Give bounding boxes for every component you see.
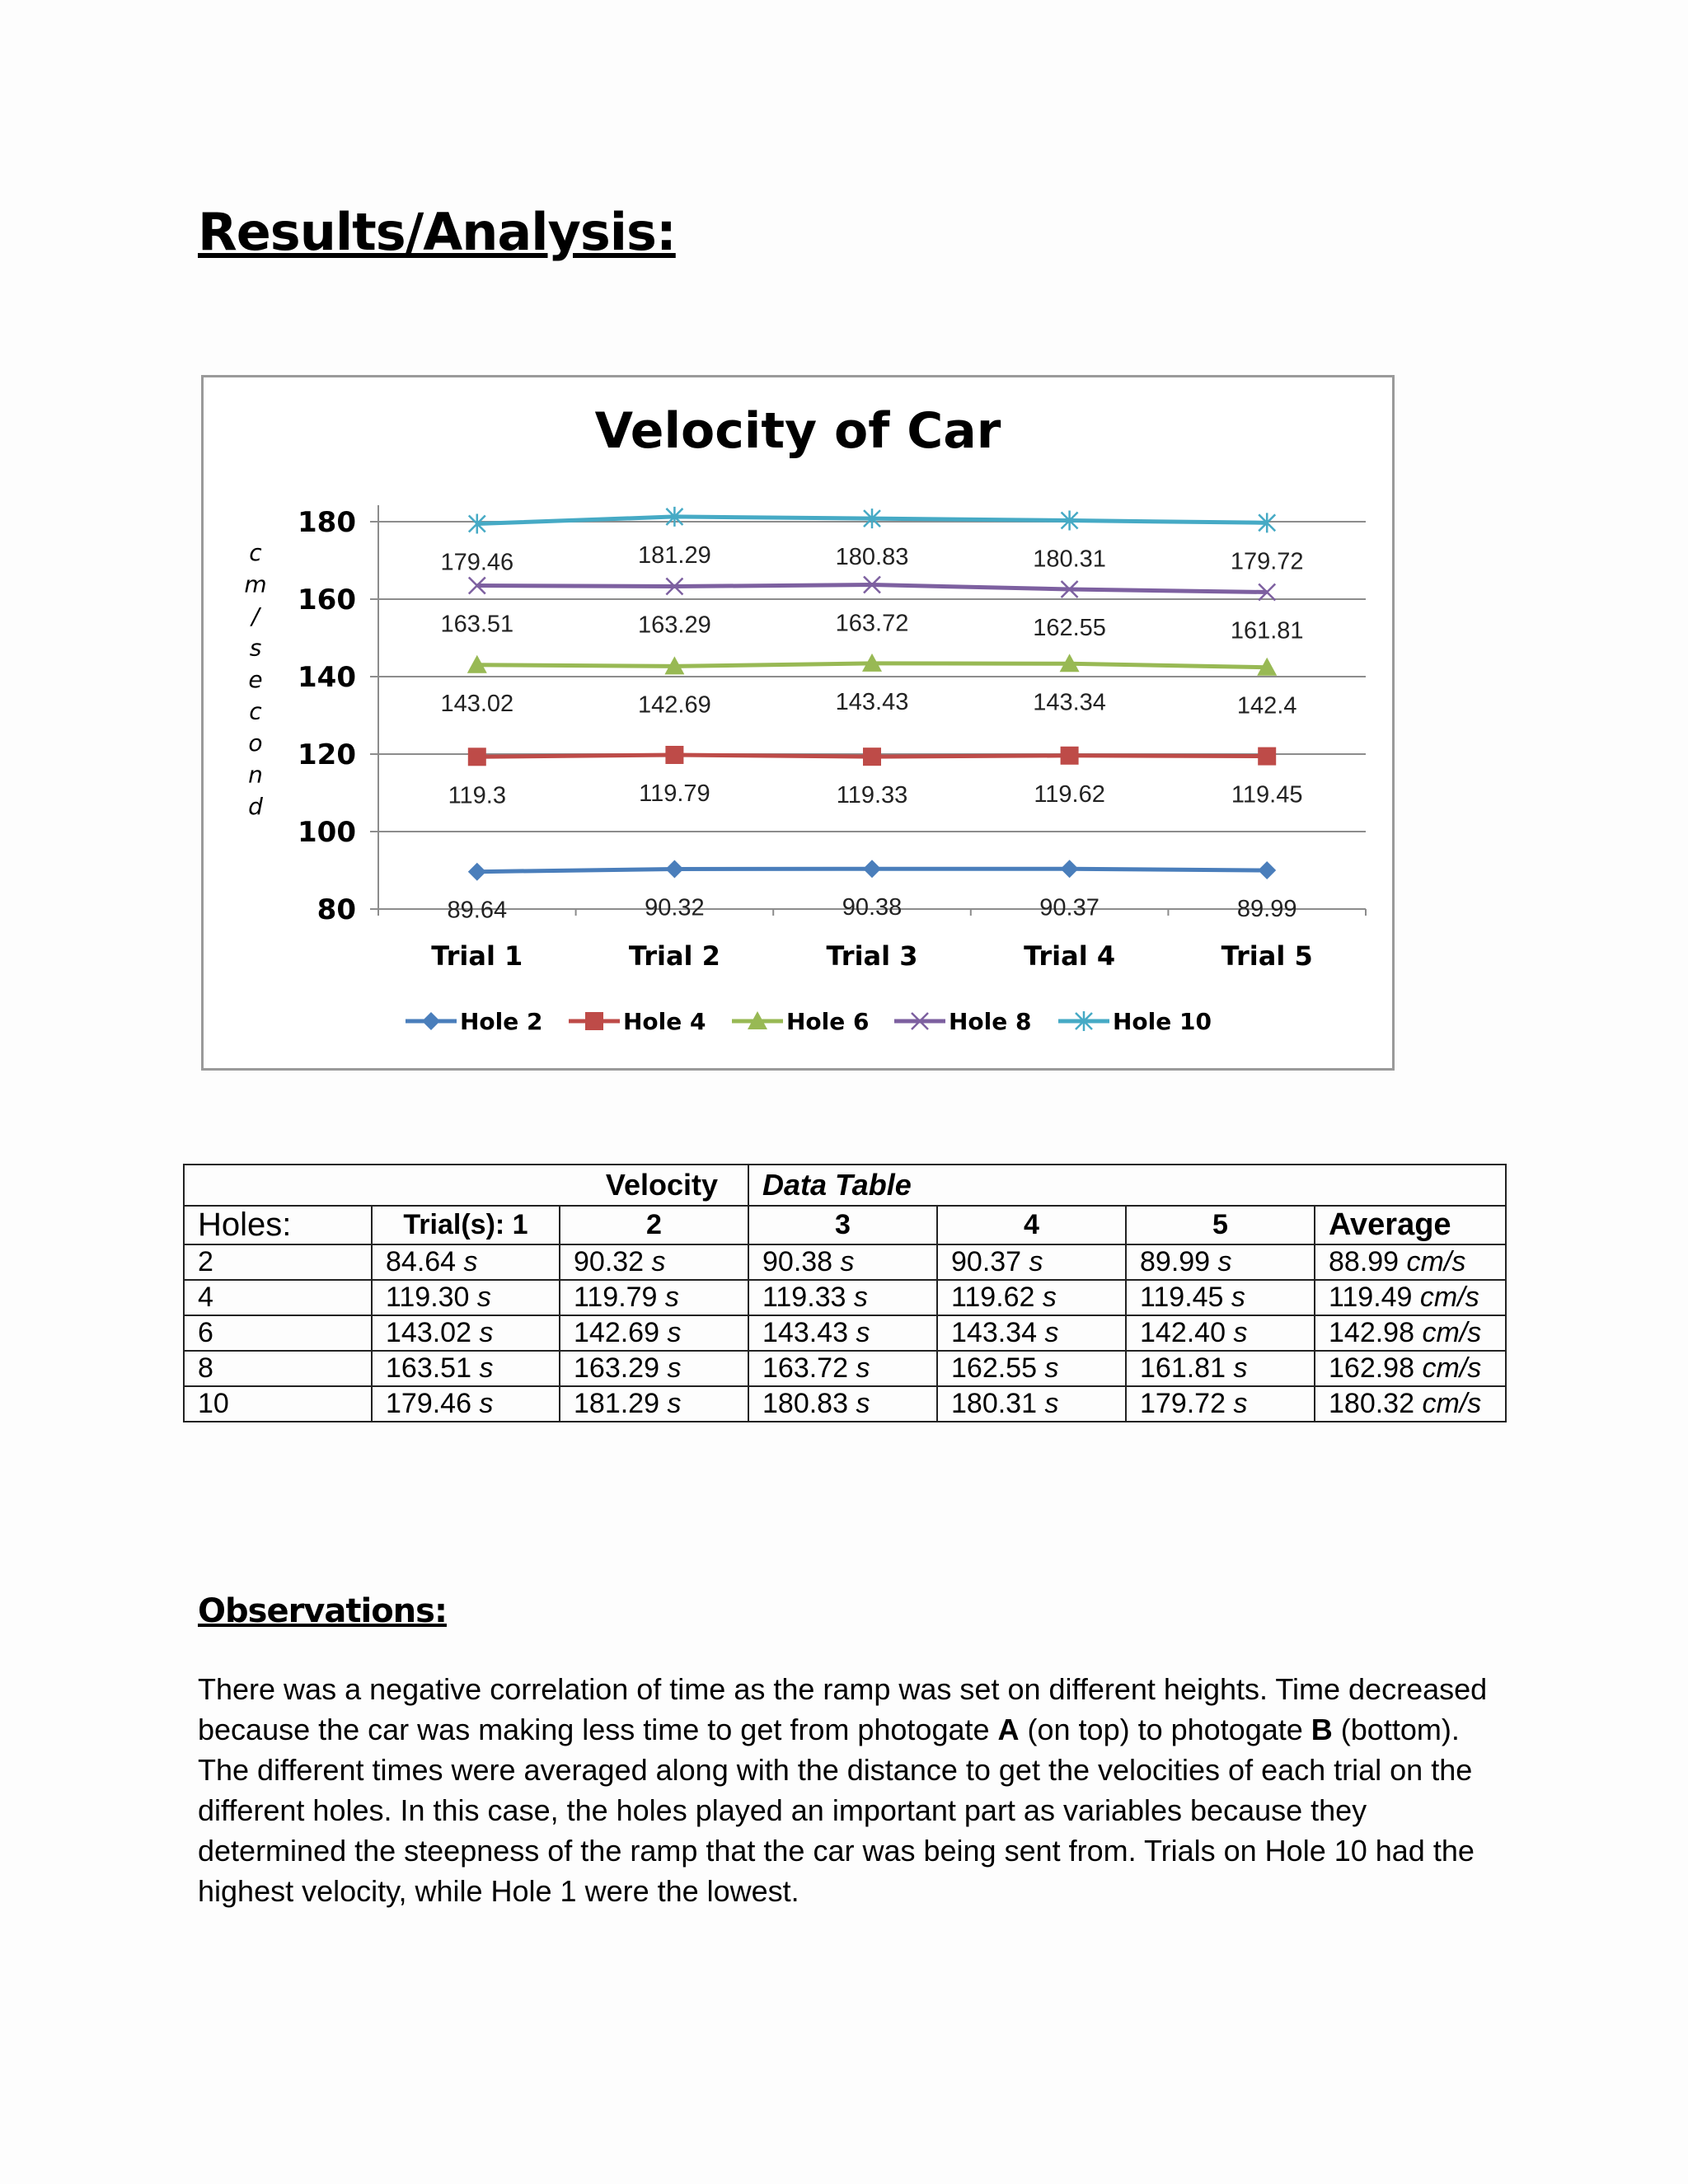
table-title-data-table: Data Table — [748, 1165, 1506, 1206]
trial-cell-unit: s — [476, 1282, 491, 1313]
trial-cell-value: 181.29 — [574, 1388, 659, 1419]
table-title-velocity: Velocity — [184, 1165, 748, 1206]
trial-cell-value: 161.81 — [1140, 1352, 1226, 1384]
x-category-label: Trial 3 — [826, 940, 918, 972]
data-label: 143.43 — [835, 688, 909, 715]
table-row — [184, 1351, 1506, 1386]
trial-cell-value: 179.72 — [1140, 1388, 1226, 1419]
trial-cell-unit: s — [856, 1317, 870, 1348]
data-label: 161.81 — [1230, 617, 1304, 644]
obs-part-1: There was a negative correlation of time as the ramp was set on different heights. Time decreased because the car was making less time to get from photogate — [198, 1672, 1488, 1746]
header-trial-4: 4 — [937, 1206, 1126, 1244]
hole-cell — [184, 1351, 372, 1386]
data-label: 119.79 — [639, 780, 710, 807]
legend-label: Hole 8 — [949, 1008, 1032, 1035]
average-cell-value: 180.32 — [1329, 1388, 1414, 1419]
trial-cell-value: 143.43 — [762, 1317, 848, 1348]
velocity-data-table — [183, 1164, 1507, 1422]
data-label: 143.34 — [1033, 689, 1106, 716]
data-label: 89.64 — [447, 897, 508, 924]
trial-cell-unit: s — [856, 1352, 870, 1384]
average-cell-value: 162.98 — [1329, 1352, 1414, 1384]
average-cell-unit: cm/s — [1419, 1282, 1479, 1313]
table-row — [184, 1386, 1506, 1422]
trial-cell — [560, 1315, 748, 1351]
page-heading: Results/Analysis: — [198, 202, 676, 262]
hole-cell — [184, 1386, 372, 1422]
trial-cell-value: 163.51 — [386, 1352, 471, 1384]
data-label: 119.62 — [1034, 780, 1105, 808]
trial-cell-value: 142.69 — [574, 1317, 659, 1348]
trial-cell-unit: s — [667, 1317, 682, 1348]
data-label: 90.38 — [842, 894, 903, 921]
data-label: 143.02 — [440, 690, 514, 717]
y-tick-label: 100 — [298, 816, 356, 849]
hole-cell-value: 4 — [198, 1282, 213, 1313]
hole-cell — [184, 1280, 372, 1315]
x-category-label: Trial 4 — [1024, 940, 1116, 972]
data-label: 163.72 — [835, 610, 909, 637]
data-point-hole-4 — [863, 748, 881, 766]
table-title-row — [184, 1165, 1506, 1206]
x-category-label: Trial 5 — [1221, 940, 1313, 972]
hole-cell-value: 10 — [198, 1388, 229, 1419]
data-label: 119.3 — [448, 782, 507, 809]
y-axis-label-char: s — [249, 634, 262, 662]
trial-cell — [937, 1280, 1126, 1315]
trial-cell-unit: s — [1231, 1282, 1245, 1313]
data-label: 89.99 — [1236, 896, 1297, 923]
legend-label: Hole 2 — [460, 1008, 543, 1035]
x-category-label: Trial 2 — [628, 940, 720, 972]
data-label: 163.29 — [638, 612, 711, 639]
y-axis-label-char: c — [249, 539, 262, 566]
data-label: 163.51 — [440, 611, 514, 638]
data-point-hole-2 — [468, 863, 486, 881]
average-cell — [1315, 1280, 1506, 1315]
obs-bold-a: A — [997, 1713, 1020, 1746]
trial-cell — [560, 1351, 748, 1386]
header-trial-2: 2 — [560, 1206, 748, 1244]
trial-cell-value: 180.31 — [951, 1388, 1037, 1419]
trial-cell — [748, 1244, 937, 1280]
legend-label: Hole 10 — [1113, 1008, 1212, 1035]
data-point-hole-2 — [1258, 861, 1276, 879]
obs-part-2: (on top) to photogate — [1019, 1713, 1311, 1746]
trial-cell-value: 163.72 — [762, 1352, 848, 1384]
data-point-hole-2 — [665, 860, 683, 878]
velocity-chart — [201, 375, 1395, 1071]
x-category-label: Trial 1 — [431, 940, 523, 972]
trial-cell-unit: s — [1233, 1317, 1248, 1348]
data-point-hole-4 — [665, 746, 683, 764]
data-label: 119.45 — [1231, 781, 1303, 808]
trial-cell-unit: s — [667, 1352, 682, 1384]
trial-cell — [1126, 1315, 1315, 1351]
chart-title: Velocity of Car — [594, 402, 1001, 460]
y-axis-label-char: o — [248, 729, 263, 757]
trial-cell-value: 90.38 — [762, 1246, 833, 1277]
trial-cell — [937, 1351, 1126, 1386]
trial-cell-unit: s — [856, 1388, 870, 1419]
data-point-hole-4 — [1258, 748, 1276, 766]
data-point-hole-4 — [1061, 747, 1079, 765]
hole-cell-value: 8 — [198, 1352, 213, 1384]
trial-cell — [748, 1386, 937, 1422]
trial-cell-value: 143.34 — [951, 1317, 1037, 1348]
trial-cell — [937, 1315, 1126, 1351]
trial-cell-unit: s — [479, 1352, 494, 1384]
average-cell-value: 88.99 — [1329, 1246, 1400, 1277]
average-cell-value: 142.98 — [1329, 1317, 1414, 1348]
trial-cell-value: 119.79 — [574, 1282, 658, 1313]
average-cell — [1315, 1351, 1506, 1386]
header-holes: Holes: — [184, 1206, 372, 1244]
data-label: 180.31 — [1033, 546, 1106, 573]
trial-cell — [1126, 1244, 1315, 1280]
trial-cell-value: 90.32 — [574, 1246, 645, 1277]
trial-cell-unit: s — [1044, 1388, 1059, 1419]
trial-cell-unit: s — [1217, 1246, 1232, 1277]
hole-cell — [184, 1315, 372, 1351]
trial-cell — [372, 1280, 560, 1315]
legend-label: Hole 6 — [786, 1008, 870, 1035]
trial-cell — [937, 1386, 1126, 1422]
trial-cell-unit: s — [1029, 1246, 1043, 1277]
trial-cell — [1126, 1386, 1315, 1422]
y-tick-label: 120 — [298, 738, 356, 771]
trial-cell-unit: s — [853, 1282, 868, 1313]
trial-cell-unit: s — [1233, 1352, 1248, 1384]
trial-cell-value: 179.46 — [386, 1388, 471, 1419]
trial-cell-value: 180.83 — [762, 1388, 848, 1419]
average-cell-unit: cm/s — [1422, 1317, 1482, 1348]
y-axis-label-char: e — [248, 666, 263, 693]
trial-cell-unit: s — [463, 1246, 478, 1277]
y-tick-label: 180 — [298, 506, 356, 539]
trial-cell-value: 119.62 — [951, 1282, 1035, 1313]
data-label: 119.33 — [836, 782, 908, 809]
y-tick-label: 160 — [298, 583, 356, 616]
observations-text — [198, 1669, 1517, 1911]
trial-cell-value: 143.02 — [386, 1317, 471, 1348]
trial-cell-value: 90.37 — [951, 1246, 1022, 1277]
trial-cell-unit: s — [1044, 1352, 1059, 1384]
trial-cell-value: 84.64 — [386, 1246, 457, 1277]
y-tick-label: 140 — [298, 661, 356, 694]
trial-cell — [560, 1244, 748, 1280]
y-axis-label-char: m — [244, 570, 267, 598]
trial-cell-value: 89.99 — [1140, 1246, 1211, 1277]
header-average: Average — [1315, 1206, 1506, 1244]
obs-part-3: (bottom). The different times were averaged along with the distance to get the velocities of each trial on the different holes. In this case, the holes played an important part as variables because they determined the steepness of the ramp that the car was being sent from. Trials on Hole 10 had the highest velocity, while Hole 1 were the lowest. — [198, 1713, 1475, 1908]
trial-cell — [560, 1386, 748, 1422]
table-header-row — [184, 1206, 1506, 1244]
trial-cell — [748, 1351, 937, 1386]
data-label: 180.83 — [835, 544, 909, 571]
y-axis-label-char: c — [249, 697, 262, 725]
header-trial-5: 5 — [1126, 1206, 1315, 1244]
average-cell-unit: cm/s — [1422, 1352, 1482, 1384]
chart-svg — [204, 377, 1392, 1068]
trial-cell-value: 142.40 — [1140, 1317, 1226, 1348]
trial-cell-unit: s — [664, 1282, 679, 1313]
trial-cell-unit: s — [651, 1246, 666, 1277]
trial-cell-unit: s — [479, 1388, 494, 1419]
data-point-hole-2 — [1061, 860, 1079, 878]
data-label: 90.32 — [645, 894, 705, 921]
trial-cell-unit: s — [479, 1317, 494, 1348]
table-row — [184, 1244, 1506, 1280]
trial-cell-value: 119.33 — [762, 1282, 846, 1313]
header-trial-3: 3 — [748, 1206, 937, 1244]
hole-cell-value: 6 — [198, 1317, 213, 1348]
data-point-hole-2 — [863, 860, 881, 878]
data-label: 179.46 — [440, 549, 514, 576]
trial-cell-unit: s — [1233, 1388, 1248, 1419]
data-label: 142.69 — [638, 691, 711, 719]
y-axis-label-char: n — [248, 761, 263, 789]
table-row — [184, 1280, 1506, 1315]
trial-cell — [1126, 1351, 1315, 1386]
data-label: 162.55 — [1033, 615, 1106, 642]
trial-cell-value: 119.30 — [386, 1282, 470, 1313]
trial-cell — [372, 1315, 560, 1351]
trial-cell — [372, 1351, 560, 1386]
legend-marker — [422, 1012, 440, 1030]
trial-cell-value: 162.55 — [951, 1352, 1037, 1384]
trial-cell-unit: s — [1044, 1317, 1059, 1348]
hole-cell-value: 2 — [198, 1246, 213, 1277]
trial-cell — [372, 1386, 560, 1422]
average-cell-unit: cm/s — [1422, 1388, 1482, 1419]
average-cell — [1315, 1244, 1506, 1280]
average-cell-value: 119.49 — [1329, 1282, 1413, 1313]
average-cell — [1315, 1315, 1506, 1351]
trial-cell-value: 119.45 — [1140, 1282, 1224, 1313]
trial-cell — [748, 1280, 937, 1315]
data-label: 142.4 — [1236, 692, 1297, 719]
average-cell — [1315, 1386, 1506, 1422]
data-label: 181.29 — [638, 541, 711, 569]
data-label: 90.37 — [1039, 894, 1100, 921]
trial-cell — [937, 1244, 1126, 1280]
trial-cell-unit: s — [667, 1388, 682, 1419]
trial-cell — [560, 1280, 748, 1315]
observations-heading: Observations: — [198, 1592, 447, 1630]
table-row — [184, 1315, 1506, 1351]
trial-cell — [1126, 1280, 1315, 1315]
y-tick-label: 80 — [316, 893, 356, 926]
obs-bold-b: B — [1311, 1713, 1333, 1746]
hole-cell — [184, 1244, 372, 1280]
legend-label: Hole 4 — [623, 1008, 706, 1035]
trial-cell — [372, 1244, 560, 1280]
y-axis-label-char: d — [248, 793, 263, 820]
legend-marker — [585, 1012, 603, 1030]
trial-cell-unit: s — [840, 1246, 855, 1277]
header-trial-1: Trial(s): 1 — [372, 1206, 560, 1244]
data-point-hole-4 — [468, 748, 486, 766]
average-cell-unit: cm/s — [1406, 1246, 1466, 1277]
data-label: 179.72 — [1230, 548, 1304, 575]
trial-cell — [748, 1315, 937, 1351]
trial-cell-unit: s — [1042, 1282, 1057, 1313]
y-axis-label-char: / — [251, 602, 260, 630]
trial-cell-value: 163.29 — [574, 1352, 659, 1384]
